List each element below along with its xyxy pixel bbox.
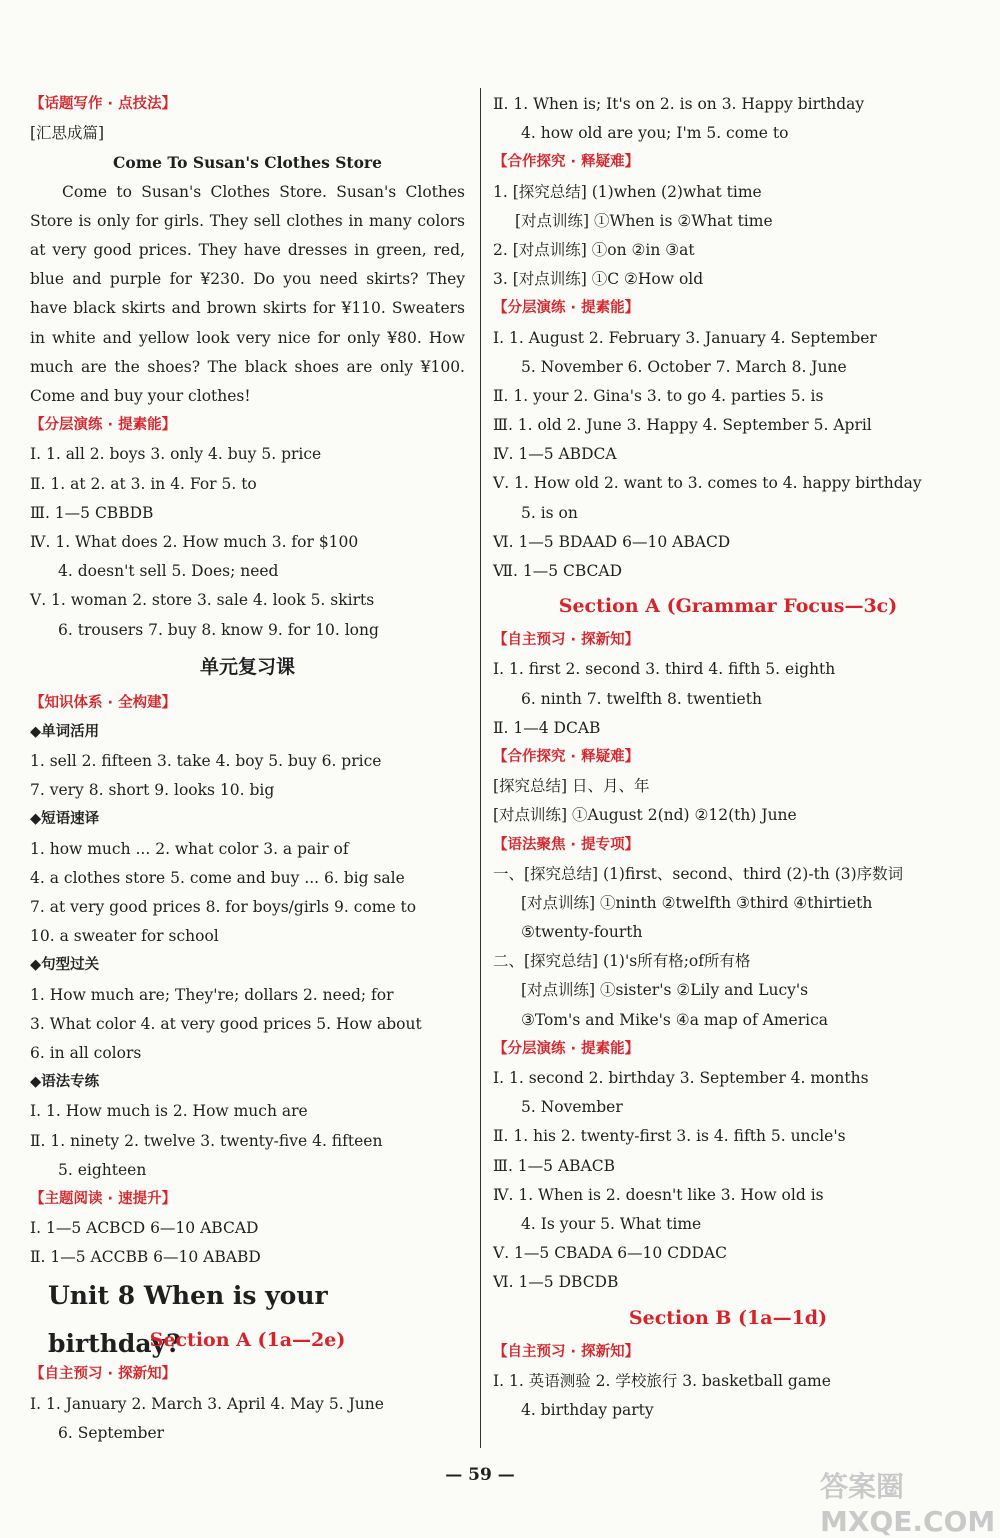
sub-phrases: ◆短语速译: [30, 811, 100, 828]
answer-line: 7. very 8. short 9. looks 10. big: [30, 781, 275, 800]
answer-line: Ⅴ. 1. woman 2. store 3. sale 4. look 5. skirts: [30, 591, 375, 610]
answer-line: [对点训练] ①When is ②What time: [515, 211, 773, 230]
answer-line: 6. September: [58, 1423, 165, 1442]
answer-line: 4. Is your 5. What time: [521, 1214, 702, 1233]
answer-line: Ⅱ. 1. ninety 2. twelve 3. twenty-five 4. fifteen: [30, 1131, 383, 1150]
answer-line: Ⅴ. 1—5 CBADA 6—10 CDDAC: [493, 1244, 727, 1263]
unit-title: Unit 8 When is your birthday?: [48, 1281, 328, 1359]
answer-line: Ⅱ. 1. at 2. at 3. in 4. For 5. to: [30, 474, 257, 493]
answer-line: [对点训练] ①August 2(nd) ②12(th) June: [493, 806, 797, 825]
answer-line: 1. [探究总结] (1)when (2)what time: [493, 182, 762, 201]
answer-line: 7. at very good prices 8. for boys/girls 9. come to: [30, 898, 417, 916]
answer-line: Ⅱ. 1—4 DCAB: [493, 718, 601, 737]
answer-line: 1. How much are; They're; dollars 2. need; for: [30, 985, 394, 1004]
answer-line: Ⅰ. 1. January 2. March 3. April 4. May 5. June: [30, 1394, 384, 1413]
answer-line: Ⅲ. 1—5 ABACB: [493, 1156, 615, 1175]
heading-grammar-focus: 【语法聚焦 · 提专项】: [493, 836, 640, 853]
writing-tag: [汇思成篇]: [30, 124, 105, 143]
left-column: [30, 90, 465, 1448]
section-title: Section A (1a—2e): [149, 1329, 346, 1352]
watermark: 答案圈 MXQE.COM: [820, 1470, 996, 1538]
sub-words: ◆单词活用: [30, 723, 100, 740]
answer-line: 5. eighteen: [58, 1160, 147, 1179]
answer-line: 二、[探究总结] (1)'s所有格;of所有格: [493, 952, 751, 971]
answer-line: Ⅰ. 1. 英语测验 2. 学校旅行 3. basketball game: [493, 1371, 831, 1390]
heading-reading: 【主题阅读 · 速提升】: [30, 1190, 177, 1207]
review-title: 单元复习课: [199, 655, 295, 678]
heading-layer-practice: 【分层演练 · 提素能】: [493, 300, 640, 317]
heading-layer-practice: 【分层演练 · 提素能】: [493, 1040, 640, 1057]
answer-line: Ⅱ. 1. his 2. twenty-first 3. is 4. fifth 5. uncle's: [493, 1127, 846, 1146]
answer-line: 4. how old are you; I'm 5. come to: [521, 124, 789, 143]
answer-line: 1. sell 2. fifteen 3. take 4. boy 5. buy 6. price: [30, 752, 382, 771]
heading-cooperation: 【合作探究 · 释疑难】: [493, 748, 640, 765]
answer-line: Ⅳ. 1. When is 2. doesn't like 3. How old is: [493, 1185, 824, 1204]
answer-line: Ⅱ. 1—5 ACCBB 6—10 ABABD: [30, 1248, 261, 1267]
essay-text: Come to Susan's Clothes Store. Susan's Clothes Store is only for girls. They sell clothes in many colors at very good prices. They have dresses in green, red, blue and purple for ¥230. Do you need skirts? They have black skirts and brown skirts for ¥110. Sweaters in white and yellow look very nice for only ¥80. How much are the shoes? The black shoes are only ¥100. Come and buy your clothes!: [30, 182, 465, 405]
answer-line: 1. how much ... 2. what color 3. a pair of: [30, 839, 349, 858]
answer-line: 2. [对点训练] ①on ②in ③at: [493, 240, 695, 259]
answer-line: 6. ninth 7. twelfth 8. twentieth: [521, 689, 762, 708]
essay-title: Come To Susan's Clothes Store: [113, 153, 382, 173]
answer-line: 6. in all colors: [30, 1043, 142, 1062]
answer-line: Ⅰ. 1—5 ACBCD 6—10 ABCAD: [30, 1219, 259, 1238]
answer-line: ③Tom's and Mike's ④a map of America: [521, 1010, 829, 1029]
heading-layer-practice: 【分层演练 · 提素能】: [30, 417, 177, 434]
answer-line: Ⅰ. 1. second 2. birthday 3. September 4. months: [493, 1069, 869, 1087]
answer-line: Ⅳ. 1. What does 2. How much 3. for $100: [30, 532, 359, 551]
answer-line: Ⅵ. 1—5 DBCDB: [493, 1273, 619, 1292]
answer-line: Ⅱ. 1. When is; It's on 2. is on 3. Happy birthday: [493, 95, 865, 113]
heading-preview: 【自主预习 · 探新知】: [493, 1343, 640, 1360]
answer-line: [对点训练] ①ninth ②twelfth ③third ④thirtieth: [521, 893, 873, 912]
answer-line: Ⅱ. 1. your 2. Gina's 3. to go 4. parties 5. is: [493, 386, 824, 405]
answer-line: ⑤twenty-fourth: [521, 923, 643, 942]
heading-cooperation: 【合作探究 · 释疑难】: [493, 154, 640, 171]
column-divider: [480, 88, 481, 1448]
answer-line: Ⅵ. 1—5 BDAAD 6—10 ABACD: [493, 532, 731, 551]
answer-line: 5. November 6. October 7. March 8. June: [521, 357, 847, 376]
answer-line: 3. What color 4. at very good prices 5. How about: [30, 1014, 422, 1033]
answer-line: 4. a clothes store 5. come and buy ... 6. big sale: [30, 868, 405, 887]
answer-line: Ⅲ. 1. old 2. June 3. Happy 4. September 5. April: [493, 416, 872, 435]
answer-line: Ⅶ. 1—5 CBCAD: [493, 562, 623, 580]
answer-line: Ⅰ. 1. first 2. second 3. third 4. fifth 5. eighth: [493, 660, 836, 679]
answer-line: 10. a sweater for school: [30, 927, 219, 946]
answer-line: 3. [对点训练] ①C ②How old: [493, 270, 704, 289]
page-number: — 59 —: [445, 1465, 515, 1485]
right-column: [493, 90, 963, 1425]
answer-line: Ⅰ. 1. August 2. February 3. January 4. September: [493, 328, 877, 347]
heading-knowledge: 【知识体系 · 全构建】: [30, 694, 177, 711]
sub-grammar: ◆语法专练: [30, 1074, 100, 1091]
answer-line: Ⅴ. 1. How old 2. want to 3. comes to 4. happy birthday: [493, 474, 922, 493]
heading-preview: 【自主预习 · 探新知】: [493, 632, 640, 649]
answer-line: Ⅳ. 1—5 ABDCA: [493, 445, 617, 464]
answer-line: 4. doesn't sell 5. Does; need: [58, 562, 279, 581]
section-title: Section B (1a—1d): [628, 1306, 828, 1329]
answer-line: Ⅰ. 1. How much is 2. How much are: [30, 1102, 308, 1121]
section-title: Section A (Grammar Focus—3c): [558, 595, 898, 618]
sub-sentences: ◆句型过关: [30, 957, 100, 974]
heading-preview: 【自主预习 · 探新知】: [30, 1366, 177, 1383]
heading-writing: 【话题写作 · 点技法】: [30, 96, 177, 112]
answer-line: 一、[探究总结] (1)first、second、third (2)-th (3)序数词: [493, 864, 904, 883]
answer-line: 6. trousers 7. buy 8. know 9. for 10. long: [58, 620, 379, 639]
answer-line: [对点训练] ①sister's ②Lily and Lucy's: [521, 981, 809, 1000]
answer-line: [探究总结] 日、月、年: [493, 777, 650, 796]
answer-line: 4. birthday party: [521, 1400, 654, 1419]
answer-line: Ⅲ. 1—5 CBBDB: [30, 503, 154, 522]
answer-line: 5. is on: [521, 503, 578, 522]
answer-line: Ⅰ. 1. all 2. boys 3. only 4. buy 5. price: [30, 445, 322, 464]
answer-line: 5. November: [521, 1098, 623, 1117]
